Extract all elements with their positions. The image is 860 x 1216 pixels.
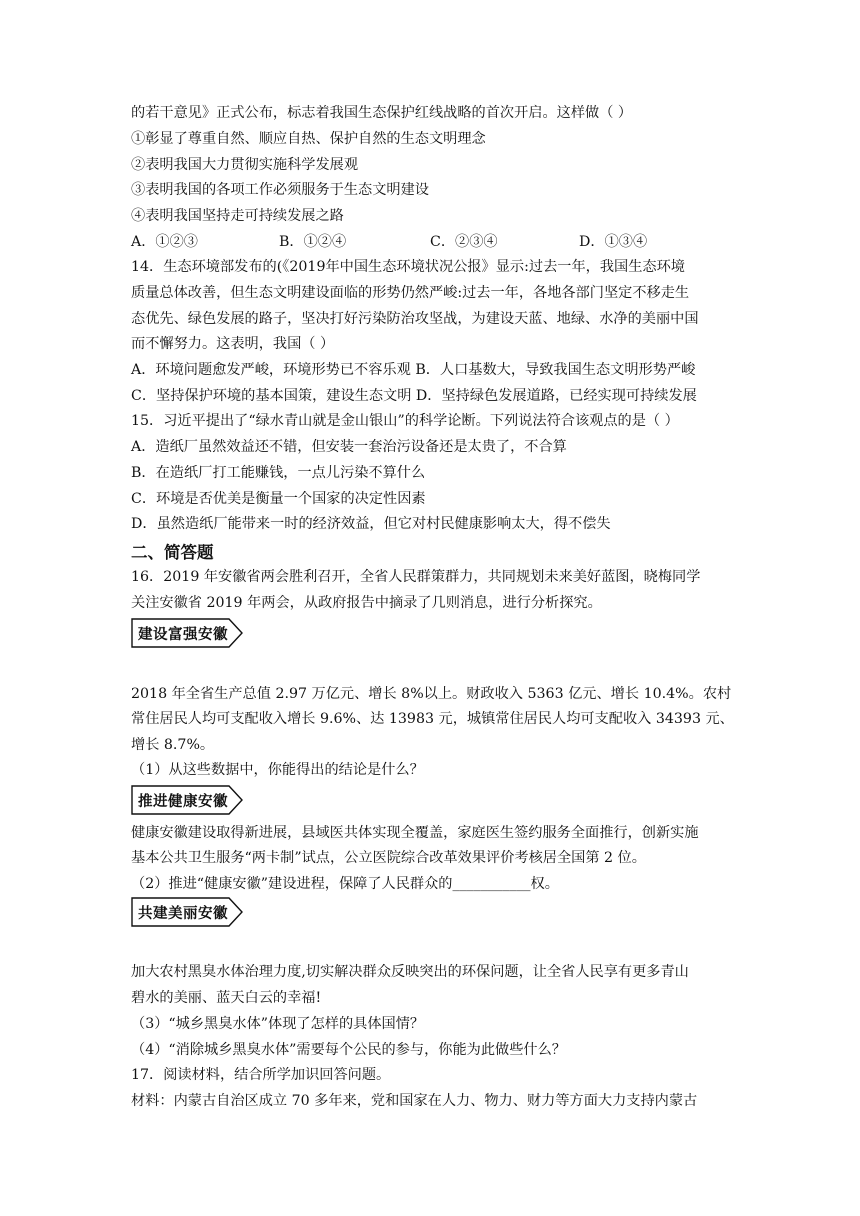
q16-subquestion-2: （2）推进“健康安徽”建设进程，保障了人民群众的___________权。 bbox=[131, 876, 559, 892]
q13-option-d: D．①③④ bbox=[579, 234, 648, 250]
q16-subquestion-3: （3）“城乡黑臭水体”体现了怎样的具体国情？ bbox=[131, 1016, 425, 1032]
q13-option-b: B．①②④ bbox=[279, 234, 347, 250]
tag-label: 共建美丽安徽 bbox=[138, 906, 228, 922]
q15-option-b: B．在造纸厂打工能赚钱，一点儿污染不算什么 bbox=[131, 465, 426, 481]
q15-option-d: D．虽然造纸厂能带来一时的经济效益，但它对村民健康影响太大，得不偿失 bbox=[131, 516, 611, 532]
q13-statement-3: ③表明我国的各项工作必须服务于生态文明建设 bbox=[131, 182, 429, 198]
tag-label: 推进健康安徽 bbox=[138, 794, 228, 810]
tag-promote-healthy-anhui bbox=[131, 785, 243, 815]
q16-material3-line-2: 碧水的美丽、蓝天白云的幸福! bbox=[131, 990, 322, 1006]
q16-intro-line-2: 关注安徽省 2019 年两会，从政府报告中摘录了几则消息，进行分析探究。 bbox=[131, 595, 602, 611]
q16-subquestion-1: （1）从这些数据中，你能得出的结论是什么？ bbox=[131, 762, 424, 778]
q14-stem-line-3: 态优先、绿色发展的路子，坚决打好污染防治攻坚战，为建设天蓝、地绿、水净的美丽中国 bbox=[131, 311, 699, 327]
q14-options-ab: A．环境问题愈发严峻，环境形势已不容乐观 B．人口基数大，导致我国生态文明形势严峻 bbox=[131, 362, 696, 378]
q16-material1-line-2: 常住居民人均可支配收入增长 9.6%、达 13983 元，城镇常住居民人均可支配收入 34393 元、 bbox=[131, 711, 734, 727]
q16-intro-line-1: 16．2019 年安徽省两会胜利召开，全省人民群策群力，共同规划未来美好蓝图，晓梅同学 bbox=[131, 569, 701, 585]
q17-material-line-1: 材料：内蒙古自治区成立 70 多年来，党和国家在人力、物力、财力等方面大力支持内蒙古 bbox=[131, 1093, 698, 1109]
q16-material2-line-2: 基本公共卫生服务“两卡制”试点，公立医院综合改革效果评价考核居全国第 2 位。 bbox=[131, 850, 646, 866]
q14-stem-line-4: 而不懈努力。这表明，我国（ ） bbox=[131, 336, 335, 352]
q16-material1-line-1: 2018 年全省生产总值 2.97 万亿元、增长 8%以上。财政收入 5363 亿元、增长 10.4%。农村 bbox=[131, 686, 732, 702]
q14-options-cd: C．坚持保护环境的基本国策，建设生态文明 D．坚持绿色发展道路，已经实现可持续发展 bbox=[131, 388, 697, 404]
q16-material1-line-3: 增长 8.7%。 bbox=[131, 737, 215, 753]
q15-option-c: C．环境是否优美是衡量一个国家的决定性因素 bbox=[131, 491, 426, 507]
q17-stem: 17．阅读材料，结合所学加识回答问题。 bbox=[131, 1067, 391, 1083]
q13-statement-1: ①彰显了尊重自然、顺应自热、保护自然的生态文明理念 bbox=[131, 131, 486, 147]
q13-stem-tail: 的若干意见》正式公布，标志着我国生态保护红线战略的首次开启。这样做（ ） bbox=[131, 105, 633, 121]
q15-stem: 15．习近平提出了“绿水青山就是金山银山”的科学论断。下列说法符合该观点的是（ ） bbox=[131, 413, 679, 429]
q13-option-a: A．①②③ bbox=[131, 234, 198, 250]
tag-label: 建设富强安徽 bbox=[138, 627, 228, 643]
q14-stem-line-1: 14．生态环境部发布的(《2019年中国生态环境状况公报》显示:过去一年，我国生态环境 bbox=[131, 259, 685, 275]
tag-build-beautiful-anhui bbox=[131, 897, 243, 927]
section-heading-short-answer: 二、简答题 bbox=[131, 543, 214, 562]
q16-material2-line-1: 健康安徽建设取得新进展，县域医共体实现全覆盖，家庭医生签约服务全面推行，创新实施 bbox=[131, 825, 699, 841]
tag-build-prosperous-anhui bbox=[131, 618, 243, 648]
q15-option-a: A．造纸厂虽然效益还不错，但安装一套治污设备还是太贵了，不合算 bbox=[131, 439, 567, 455]
q13-statement-4: ④表明我国坚持走可持续发展之路 bbox=[131, 208, 344, 224]
q16-subquestion-4: （4）“消除城乡黑臭水体”需要每个公民的参与，你能为此做些什么？ bbox=[131, 1042, 566, 1058]
q16-material3-line-1: 加大农村黑臭水体治理力度,切实解决群众反映突出的环保问题，让全省人民享有更多青山 bbox=[131, 964, 689, 980]
q13-option-c: C．②③④ bbox=[430, 234, 498, 250]
q13-statement-2: ②表明我国大力贯彻实施科学发展观 bbox=[131, 157, 359, 173]
q14-stem-line-2: 质量总体改善，但生态文明建设面临的形势仍然严峻:过去一年，各地各部门坚定不移走生 bbox=[131, 285, 690, 301]
